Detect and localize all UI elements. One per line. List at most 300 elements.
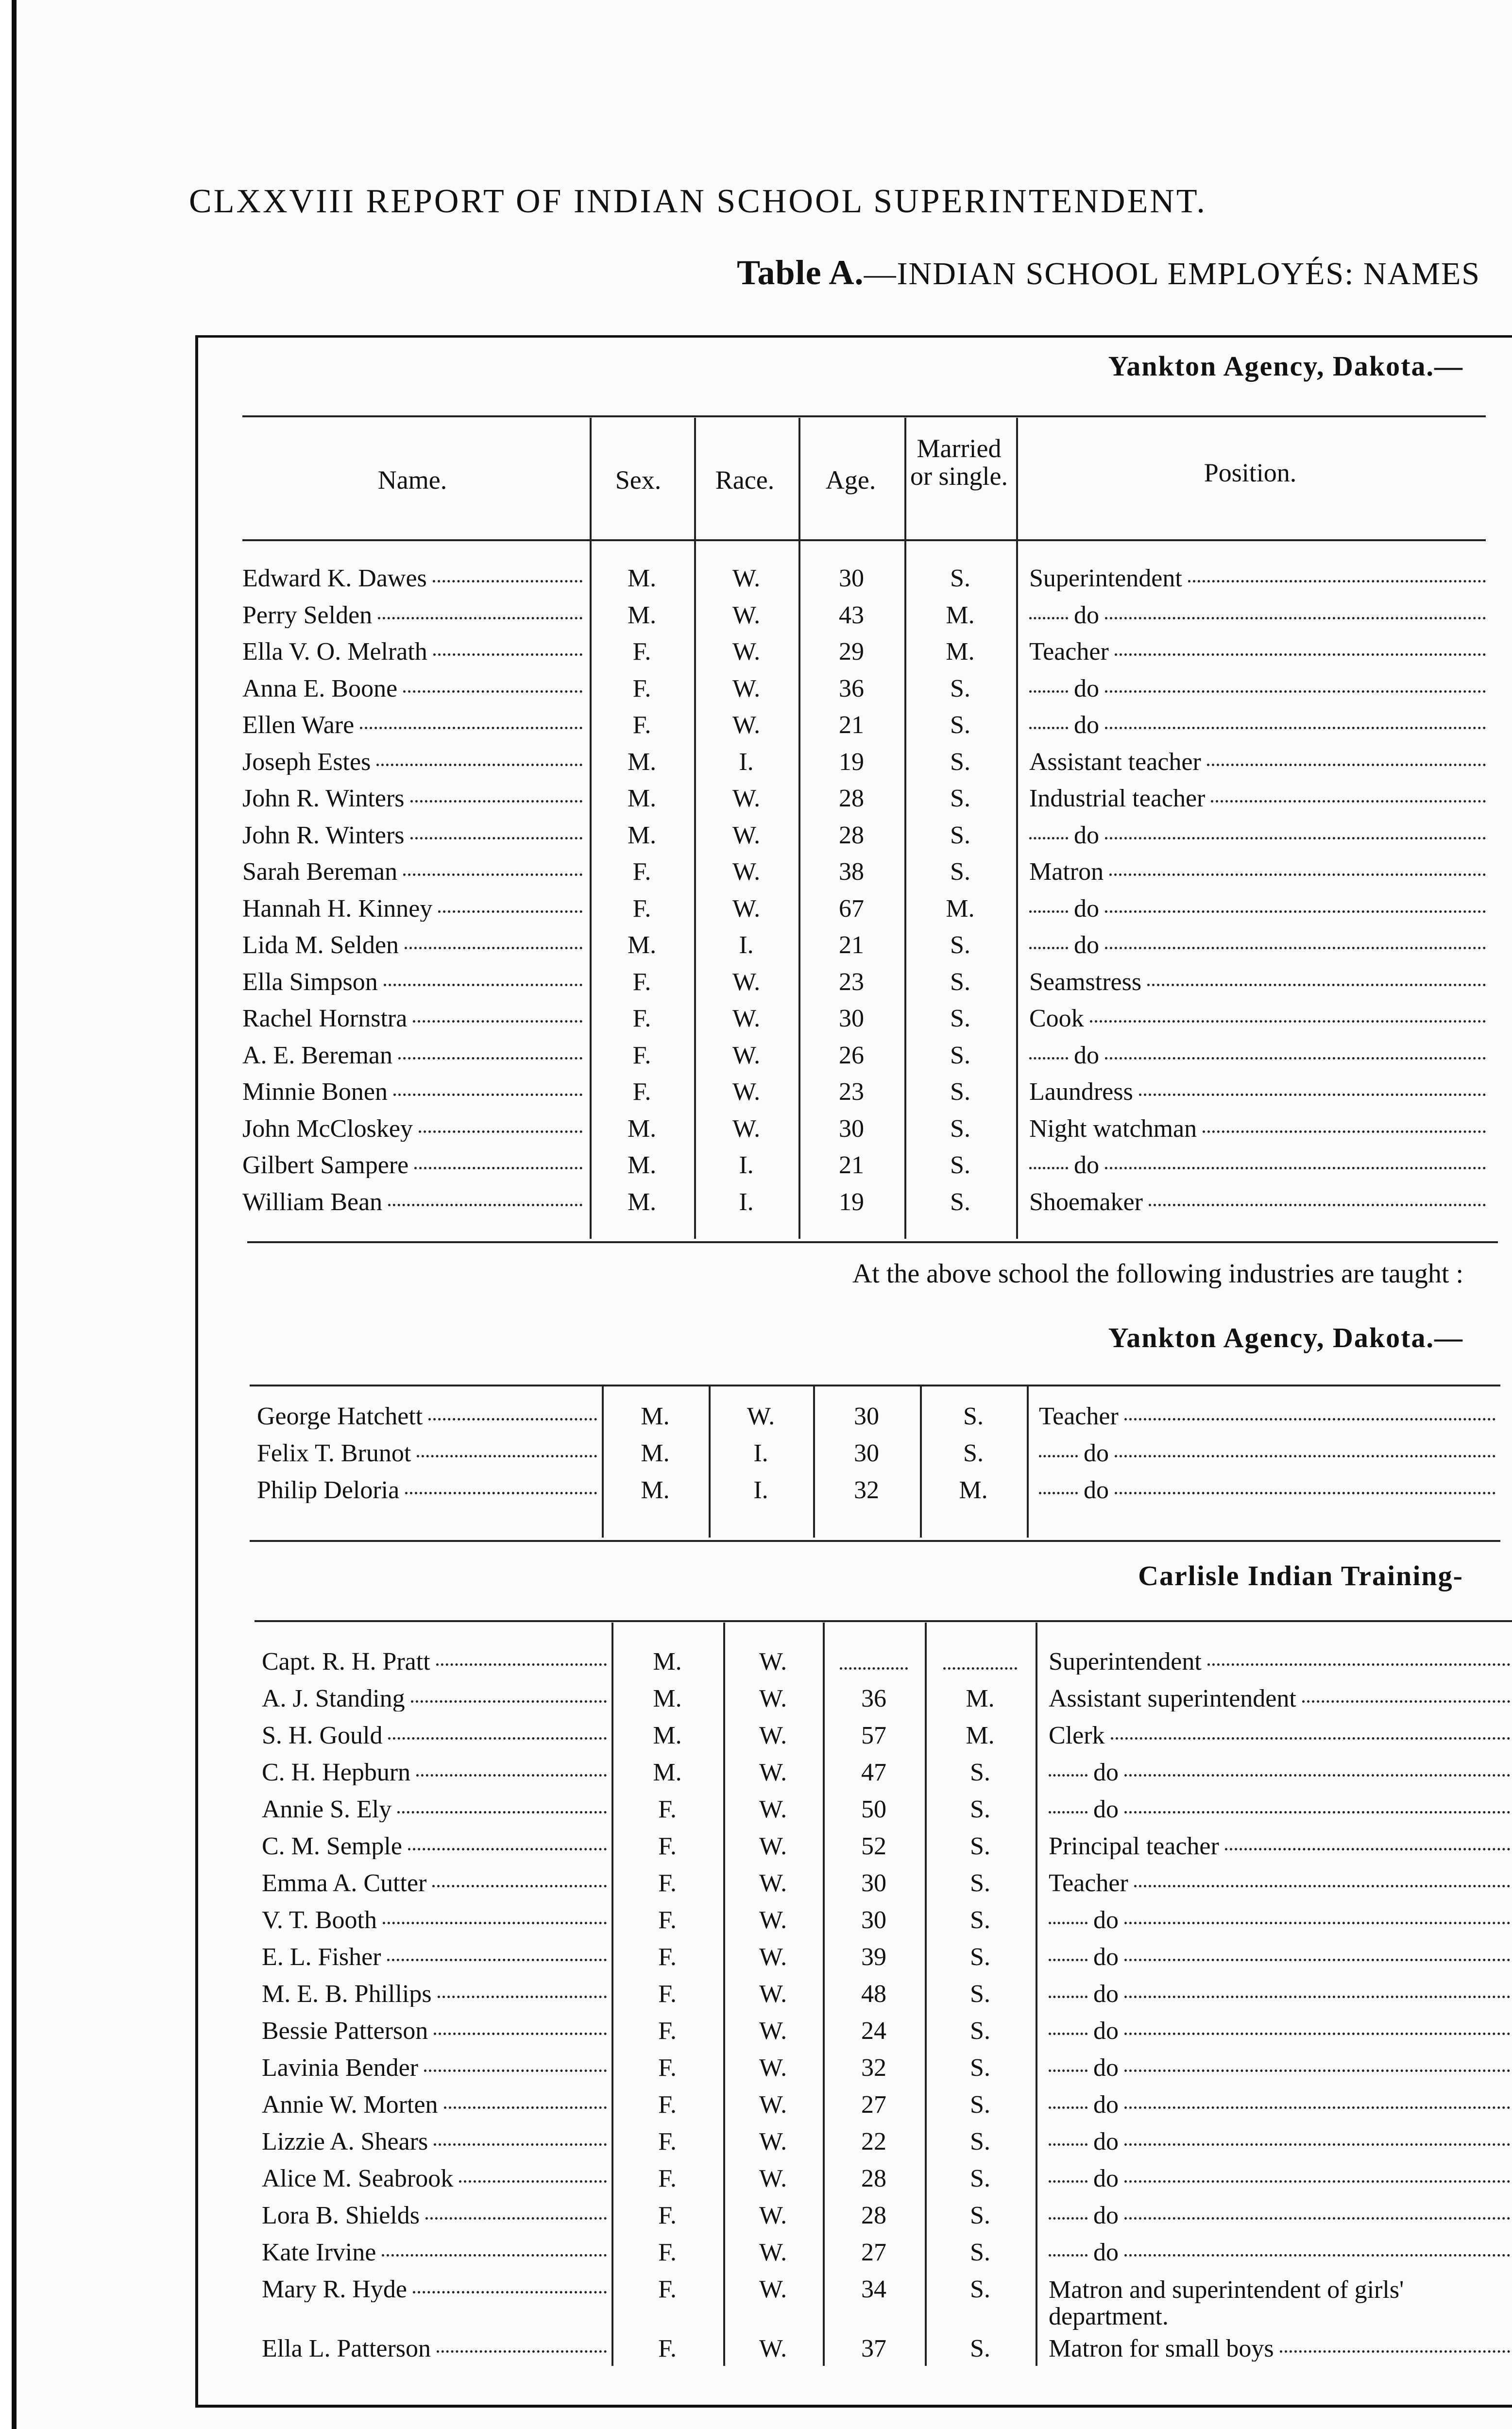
leader-dots bbox=[1029, 690, 1068, 693]
table-title-label: Table A. bbox=[737, 253, 864, 292]
sex-cell: M. bbox=[653, 1759, 682, 1786]
employee-position: Assistant teacher bbox=[1029, 750, 1201, 775]
race-cell: W. bbox=[759, 1759, 787, 1786]
leader-dots bbox=[444, 2106, 607, 2109]
sex-cell: F. bbox=[632, 1042, 651, 1069]
sex-cell: M. bbox=[627, 564, 657, 592]
name-cell bbox=[262, 1871, 607, 1896]
employee-name: John R. Winters bbox=[242, 823, 405, 848]
position-cell bbox=[1049, 1945, 1510, 1970]
position-cell bbox=[1029, 566, 1486, 591]
name-cell bbox=[262, 2336, 607, 2361]
sex-cell: M. bbox=[653, 1722, 682, 1749]
leader-dots bbox=[1147, 984, 1486, 986]
position-cell bbox=[1049, 2203, 1510, 2228]
employee-name: Lida M. Selden bbox=[242, 933, 399, 958]
leader-dots bbox=[1029, 1057, 1068, 1060]
employee-position: do bbox=[1093, 2203, 1119, 2228]
race-cell: W. bbox=[732, 968, 761, 996]
race-cell: W. bbox=[759, 1722, 787, 1749]
age-cell: 36 bbox=[861, 1685, 886, 1712]
married-single-cell: M. bbox=[959, 1476, 988, 1504]
position-cell bbox=[1029, 1079, 1486, 1105]
leader-dots bbox=[428, 1418, 597, 1420]
name-cell bbox=[257, 1478, 597, 1503]
employee-name: V. T. Booth bbox=[262, 1908, 377, 1933]
leader-dots bbox=[393, 1094, 582, 1096]
leader-dots bbox=[378, 617, 582, 619]
married-single-cell: S. bbox=[970, 1759, 990, 1786]
married-single-cell: S. bbox=[950, 748, 970, 776]
leader-dots bbox=[1124, 2033, 1510, 2035]
leader-dots bbox=[388, 1737, 607, 1740]
position-cell bbox=[1029, 603, 1486, 628]
position-cell bbox=[1049, 2336, 1510, 2361]
employee-name: Capt. R. H. Pratt bbox=[262, 1649, 430, 1675]
position-cell bbox=[1029, 1043, 1486, 1068]
position-cell bbox=[1029, 933, 1486, 958]
leader-dots bbox=[398, 1057, 582, 1060]
race-cell: W. bbox=[732, 675, 761, 702]
married-single-cell: S. bbox=[950, 785, 970, 812]
employee-position: do bbox=[1074, 603, 1099, 628]
employee-name: Edward K. Dawes bbox=[242, 566, 427, 591]
race-cell: W. bbox=[759, 2165, 787, 2192]
sex-cell: M. bbox=[641, 1476, 670, 1504]
col-header-race: Race. bbox=[715, 465, 775, 495]
sex-cell: F. bbox=[632, 675, 651, 702]
name-cell bbox=[262, 2092, 607, 2118]
name-cell bbox=[262, 2129, 607, 2155]
table-title bbox=[737, 253, 1480, 293]
blank-dots bbox=[943, 1667, 1018, 1670]
leader-dots bbox=[382, 2254, 607, 2257]
column-rule bbox=[925, 1623, 927, 2366]
age-cell: 28 bbox=[839, 821, 864, 849]
employee-name: A. J. Standing bbox=[262, 1686, 405, 1711]
column-rule bbox=[709, 1385, 711, 1538]
race-cell: W. bbox=[732, 1005, 761, 1032]
employee-position: Teacher bbox=[1049, 1871, 1128, 1896]
race-cell: W. bbox=[759, 2128, 787, 2155]
employee-position: do bbox=[1074, 896, 1099, 922]
married-single-cell: S. bbox=[950, 711, 970, 739]
position-cell bbox=[1049, 1871, 1510, 1896]
married-single-cell: S. bbox=[950, 821, 970, 849]
name-cell bbox=[242, 713, 582, 738]
married-single-cell bbox=[927, 1649, 1033, 1675]
race-cell: I. bbox=[753, 1439, 768, 1467]
column-rule bbox=[1016, 418, 1018, 1239]
employee-name: M. E. B. Phillips bbox=[262, 1982, 432, 2007]
married-single-cell: M. bbox=[946, 638, 975, 666]
age-cell: 19 bbox=[839, 748, 864, 776]
race-cell: W. bbox=[732, 711, 761, 739]
age-cell: 21 bbox=[839, 931, 864, 959]
name-cell bbox=[242, 750, 582, 775]
age-cell: 29 bbox=[839, 638, 864, 666]
sex-cell: F. bbox=[632, 895, 651, 923]
leader-dots bbox=[1124, 2180, 1510, 2183]
leader-dots bbox=[1039, 1455, 1078, 1457]
leader-dots bbox=[1124, 1774, 1510, 1777]
employee-position: do bbox=[1093, 2166, 1119, 2191]
age-cell: 52 bbox=[861, 1832, 886, 1860]
race-cell: W. bbox=[732, 1115, 761, 1143]
married-single-cell: S. bbox=[950, 675, 970, 702]
leader-dots bbox=[414, 1167, 582, 1169]
leader-dots bbox=[433, 653, 582, 656]
married-single-cell: S. bbox=[950, 931, 970, 959]
age-cell: 24 bbox=[861, 2017, 886, 2045]
employee-position: do bbox=[1093, 2129, 1119, 2155]
employee-position: do bbox=[1093, 2240, 1119, 2265]
sex-cell: F. bbox=[632, 711, 651, 739]
leader-dots bbox=[1124, 2217, 1510, 2220]
leader-dots bbox=[403, 690, 582, 693]
age-cell: 37 bbox=[861, 2335, 886, 2362]
name-cell bbox=[262, 1686, 607, 1711]
married-single-cell: S. bbox=[970, 2275, 990, 2303]
leader-dots bbox=[1105, 947, 1486, 949]
leader-dots bbox=[1029, 947, 1068, 949]
position-cell bbox=[1029, 1006, 1486, 1031]
race-cell: I. bbox=[739, 1188, 754, 1216]
employee-name: Lizzie A. Shears bbox=[262, 2129, 428, 2155]
name-cell bbox=[262, 1649, 607, 1675]
race-cell: W. bbox=[732, 785, 761, 812]
leader-dots bbox=[424, 2070, 607, 2072]
age-cell: 21 bbox=[839, 711, 864, 739]
leader-dots bbox=[1302, 1700, 1510, 1703]
employee-name: Bessie Patterson bbox=[262, 2018, 428, 2044]
position-cell bbox=[1049, 2092, 1510, 2118]
sex-cell: M. bbox=[653, 1648, 682, 1676]
section-title-carlisle: Carlisle Indian Training- bbox=[1138, 1560, 1463, 1591]
married-single-cell: S. bbox=[970, 2091, 990, 2119]
leader-dots bbox=[1049, 1774, 1087, 1777]
column-rule bbox=[590, 418, 592, 1239]
name-cell bbox=[242, 933, 582, 958]
leader-dots bbox=[434, 2033, 607, 2035]
employee-name: Kate Irvine bbox=[262, 2240, 376, 2265]
sex-cell: F. bbox=[658, 2165, 677, 2192]
position-cell bbox=[1039, 1404, 1495, 1429]
position-cell bbox=[1049, 1723, 1510, 1748]
sex-cell: M. bbox=[627, 748, 657, 776]
name-cell bbox=[262, 2018, 607, 2044]
employee-name: Gilbert Sampere bbox=[242, 1153, 409, 1178]
leader-dots bbox=[1049, 1996, 1087, 1998]
leader-dots bbox=[1029, 1167, 1068, 1169]
column-rule bbox=[723, 1623, 725, 2366]
section2-top-rule bbox=[250, 1385, 1500, 1386]
employee-position: Matron bbox=[1029, 859, 1104, 885]
employee-position: do bbox=[1074, 676, 1099, 701]
name-cell bbox=[262, 2055, 607, 2081]
position-cell bbox=[1039, 1478, 1495, 1503]
leader-dots bbox=[403, 873, 582, 876]
name-cell bbox=[262, 2203, 607, 2228]
race-cell: W. bbox=[759, 1906, 787, 1934]
employee-name: Philip Deloria bbox=[257, 1478, 400, 1503]
age-cell bbox=[825, 1649, 922, 1675]
leader-dots bbox=[1203, 1130, 1486, 1133]
leader-dots bbox=[376, 764, 582, 766]
leader-dots bbox=[1211, 800, 1486, 803]
employee-name: Minnie Bonen bbox=[242, 1079, 388, 1105]
position-cell bbox=[1029, 1153, 1486, 1178]
sex-cell: F. bbox=[632, 1005, 651, 1032]
name-cell bbox=[262, 1908, 607, 1933]
employee-name: Annie S. Ely bbox=[262, 1797, 392, 1822]
age-cell: 30 bbox=[854, 1403, 879, 1430]
employee-position: do bbox=[1093, 2092, 1119, 2118]
name-cell bbox=[242, 1043, 582, 1068]
sex-cell: F. bbox=[658, 2054, 677, 2082]
age-cell: 30 bbox=[839, 1005, 864, 1032]
position-cell bbox=[1029, 896, 1486, 922]
race-cell: W. bbox=[759, 1796, 787, 1823]
leader-dots bbox=[459, 2180, 607, 2183]
leader-dots bbox=[434, 2143, 607, 2146]
employee-position: Superintendent bbox=[1029, 566, 1182, 591]
race-cell: W. bbox=[759, 1869, 787, 1897]
leader-dots bbox=[433, 580, 582, 582]
name-cell bbox=[262, 2240, 607, 2265]
employee-position: Shoemaker bbox=[1029, 1190, 1143, 1215]
name-cell bbox=[262, 2277, 607, 2302]
leader-dots bbox=[1124, 1959, 1510, 1961]
leader-dots bbox=[410, 800, 582, 803]
married-single-cell: M. bbox=[946, 895, 975, 923]
name-cell bbox=[242, 1116, 582, 1142]
sex-cell: F. bbox=[658, 1796, 677, 1823]
employee-name: S. H. Gould bbox=[262, 1723, 383, 1748]
name-cell bbox=[242, 566, 582, 591]
leader-dots bbox=[1124, 2143, 1510, 2146]
leader-dots bbox=[437, 2350, 607, 2353]
leader-dots bbox=[1124, 2106, 1510, 2109]
race-cell: W. bbox=[759, 2335, 787, 2362]
leader-dots bbox=[1105, 837, 1486, 839]
leader-dots bbox=[1105, 910, 1486, 913]
leader-dots bbox=[397, 1811, 607, 1813]
married-single-cell: S. bbox=[970, 1832, 990, 1860]
column-rule bbox=[694, 418, 696, 1239]
employee-position: do bbox=[1074, 1043, 1099, 1068]
employee-name: Hannah H. Kinney bbox=[242, 896, 433, 922]
name-cell bbox=[262, 1945, 607, 1970]
sex-cell: M. bbox=[627, 785, 657, 812]
employee-name: C. H. Hepburn bbox=[262, 1760, 411, 1785]
leader-dots bbox=[408, 1848, 607, 1850]
sex-cell: M. bbox=[627, 1115, 657, 1143]
leader-dots bbox=[1124, 1811, 1510, 1813]
leader-dots bbox=[1049, 2217, 1087, 2220]
married-single-cell: M. bbox=[966, 1722, 995, 1749]
employee-position: Teacher bbox=[1039, 1404, 1119, 1429]
leader-dots bbox=[1049, 2033, 1087, 2035]
leader-dots bbox=[438, 1996, 607, 1998]
sex-cell: M. bbox=[627, 931, 657, 959]
leader-dots bbox=[1029, 617, 1068, 619]
name-cell bbox=[242, 639, 582, 665]
leader-dots bbox=[1105, 1057, 1486, 1060]
name-cell bbox=[242, 859, 582, 885]
leader-dots bbox=[383, 1922, 607, 1924]
age-cell: 28 bbox=[839, 785, 864, 812]
age-cell: 23 bbox=[839, 968, 864, 996]
blank-dots bbox=[840, 1667, 908, 1670]
race-cell: W. bbox=[732, 858, 761, 886]
leader-dots bbox=[438, 910, 582, 913]
leader-dots bbox=[1109, 873, 1486, 876]
married-single-cell: S. bbox=[970, 2128, 990, 2155]
married-single-cell: S. bbox=[950, 1005, 970, 1032]
married-single-cell: M. bbox=[966, 1685, 995, 1712]
leader-dots bbox=[387, 1959, 607, 1961]
race-cell: W. bbox=[732, 638, 761, 666]
leader-dots bbox=[405, 1492, 597, 1494]
leader-dots bbox=[360, 727, 582, 729]
name-cell bbox=[262, 1834, 607, 1859]
leader-dots bbox=[1124, 1996, 1510, 1998]
employee-position: Cook bbox=[1029, 1006, 1084, 1031]
race-cell: W. bbox=[747, 1403, 775, 1430]
age-cell: 57 bbox=[861, 1722, 886, 1749]
leader-dots bbox=[1115, 1455, 1495, 1457]
leader-dots bbox=[1134, 1885, 1510, 1887]
sex-cell: F. bbox=[632, 858, 651, 886]
employee-position: Clerk bbox=[1049, 1723, 1105, 1748]
position-cell bbox=[1029, 713, 1486, 738]
employee-name: E. L. Fisher bbox=[262, 1945, 381, 1970]
sex-cell: M. bbox=[627, 601, 657, 629]
leader-dots bbox=[1049, 2106, 1087, 2109]
employee-position: do bbox=[1093, 1797, 1119, 1822]
position-cell bbox=[1049, 2129, 1510, 2155]
sex-cell: F. bbox=[658, 2239, 677, 2266]
employee-name: C. M. Semple bbox=[262, 1834, 402, 1859]
race-cell: W. bbox=[759, 1648, 787, 1676]
sex-cell: M. bbox=[627, 1188, 657, 1216]
married-single-cell: S. bbox=[970, 1906, 990, 1934]
leader-dots bbox=[1139, 1094, 1486, 1096]
position-cell bbox=[1049, 2018, 1510, 2044]
employee-position: do bbox=[1093, 2055, 1119, 2081]
name-cell bbox=[262, 2166, 607, 2191]
race-cell: W. bbox=[759, 1943, 787, 1971]
page-header: CLXXVIII REPORT OF INDIAN SCHOOL SUPERINTENDENT. bbox=[189, 183, 1207, 220]
employee-position: do bbox=[1074, 1153, 1099, 1178]
sex-cell: F. bbox=[632, 638, 651, 666]
position-cell bbox=[1029, 859, 1486, 885]
employee-name: Lora B. Shields bbox=[262, 2203, 420, 2228]
leader-dots bbox=[1115, 1492, 1495, 1494]
married-single-cell: S. bbox=[950, 564, 970, 592]
name-cell bbox=[262, 1982, 607, 2007]
employee-name: Ella L. Patterson bbox=[262, 2336, 431, 2361]
column-rule bbox=[813, 1385, 815, 1538]
sex-cell: F. bbox=[632, 1078, 651, 1106]
section2-bottom-rule bbox=[250, 1540, 1500, 1542]
sex-cell: M. bbox=[641, 1439, 670, 1467]
leader-dots bbox=[416, 1774, 607, 1777]
age-cell: 38 bbox=[839, 858, 864, 886]
document-page bbox=[12, 0, 1512, 2429]
position-cell bbox=[1029, 1190, 1486, 1215]
employee-position: do bbox=[1093, 1945, 1119, 1970]
employee-name: Felix T. Brunot bbox=[257, 1441, 411, 1466]
sex-cell: F. bbox=[658, 1943, 677, 1971]
race-cell: W. bbox=[759, 2091, 787, 2119]
married-single-cell: S. bbox=[950, 968, 970, 996]
married-single-cell: S. bbox=[970, 2335, 990, 2362]
leader-dots bbox=[1124, 2254, 1510, 2257]
leader-dots bbox=[436, 1663, 607, 1666]
position-cell bbox=[1049, 1686, 1510, 1711]
employee-position: Industrial teacher bbox=[1029, 786, 1206, 811]
leader-dots bbox=[1124, 1922, 1510, 1924]
name-cell bbox=[242, 896, 582, 922]
race-cell: W. bbox=[732, 564, 761, 592]
race-cell: W. bbox=[732, 821, 761, 849]
race-cell: W. bbox=[732, 1078, 761, 1106]
age-cell: 27 bbox=[861, 2239, 886, 2266]
leader-dots bbox=[1049, 2143, 1087, 2146]
employee-name: John McCloskey bbox=[242, 1116, 413, 1142]
employee-position: Matron and superintendent of girls' department. bbox=[1049, 2277, 1404, 2330]
age-cell: 30 bbox=[839, 564, 864, 592]
employee-name: Annie W. Morten bbox=[262, 2092, 438, 2118]
column-rule bbox=[920, 1385, 922, 1538]
age-cell: 21 bbox=[839, 1151, 864, 1179]
married-single-cell: S. bbox=[970, 1980, 990, 2008]
sex-cell: F. bbox=[658, 2091, 677, 2119]
age-cell: 19 bbox=[839, 1188, 864, 1216]
age-cell: 30 bbox=[854, 1439, 879, 1467]
leader-dots bbox=[1111, 1737, 1510, 1740]
employee-position: Seamstress bbox=[1029, 970, 1142, 995]
position-cell bbox=[1049, 2166, 1510, 2191]
employee-name: William Bean bbox=[242, 1190, 383, 1215]
leader-dots bbox=[1049, 1959, 1087, 1961]
employee-position: Superintendent bbox=[1049, 1649, 1202, 1675]
married-single-cell: S. bbox=[950, 1151, 970, 1179]
age-cell: 32 bbox=[854, 1476, 879, 1504]
position-cell bbox=[1039, 1441, 1495, 1466]
married-single-cell: M. bbox=[946, 601, 975, 629]
leader-dots bbox=[1029, 837, 1068, 839]
col-header-sex: Sex. bbox=[615, 465, 662, 495]
name-cell bbox=[242, 1190, 582, 1215]
married-single-cell: S. bbox=[970, 1869, 990, 1897]
name-cell bbox=[262, 1723, 607, 1748]
employee-position: Laundress bbox=[1029, 1079, 1133, 1105]
position-cell bbox=[1049, 2240, 1510, 2265]
leader-dots bbox=[1115, 653, 1486, 656]
married-single-cell: S. bbox=[970, 2202, 990, 2229]
employee-name: Emma A. Cutter bbox=[262, 1871, 427, 1896]
age-cell: 50 bbox=[861, 1796, 886, 1823]
position-cell bbox=[1029, 750, 1486, 775]
sex-cell: F. bbox=[658, 2202, 677, 2229]
age-cell: 30 bbox=[861, 1906, 886, 1934]
age-cell: 36 bbox=[839, 675, 864, 702]
leader-dots bbox=[388, 1204, 582, 1206]
col-header-position: Position. bbox=[1204, 458, 1297, 487]
